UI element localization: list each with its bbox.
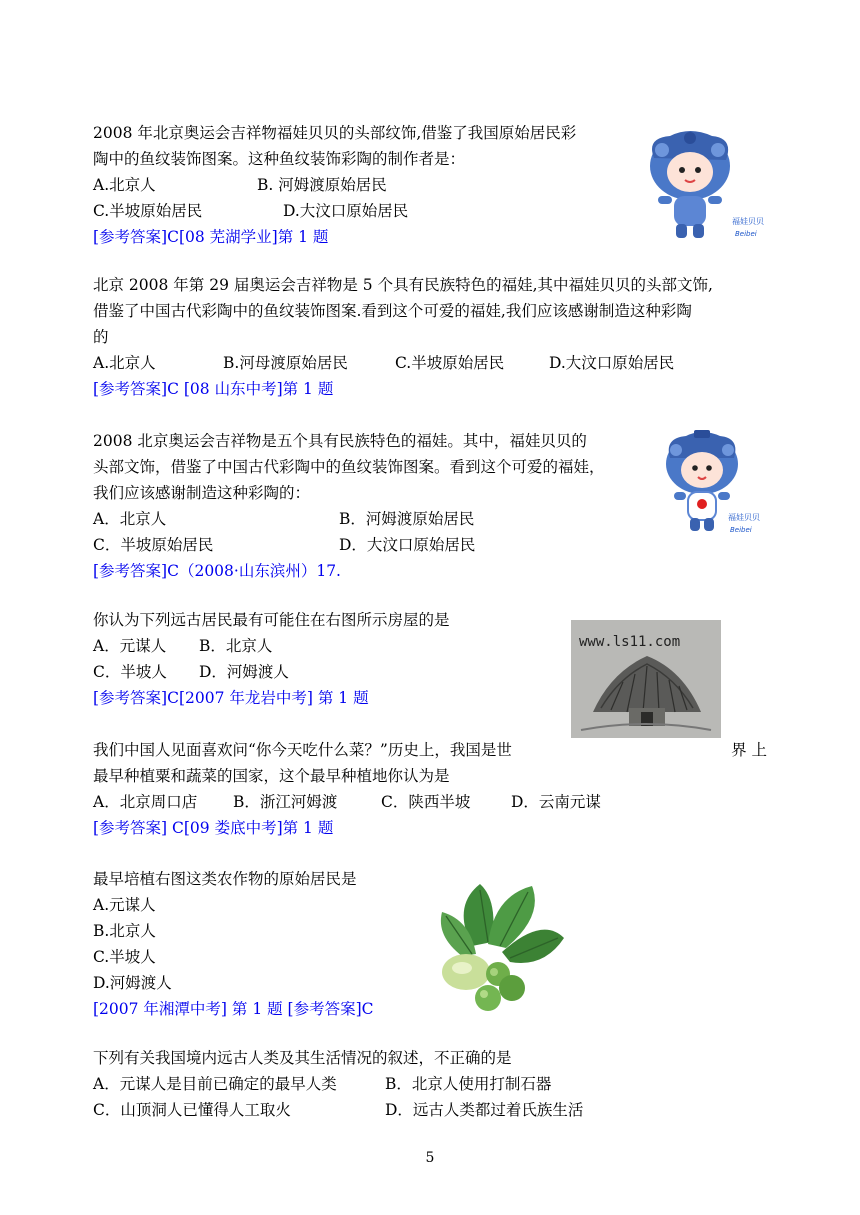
option-d: D．河姆渡人 <box>199 663 289 681</box>
option-c: C．半坡原始居民 <box>93 536 214 554</box>
option-row <box>93 506 605 532</box>
option-row <box>93 350 713 376</box>
question-stem: 最早种植粟和蔬菜的国家，这个最早种植地你认为是 <box>93 767 450 785</box>
option-a: A．元谋人 <box>93 637 167 655</box>
option-b: B．北京人使用打制石器 <box>385 1075 552 1093</box>
thatched-hut-image <box>571 620 721 738</box>
option-d: D.大汶口原始居民 <box>549 354 675 372</box>
option-row <box>93 198 576 224</box>
mascot-label-en: Beibei <box>730 526 752 534</box>
question-4 <box>93 607 450 711</box>
question-stem: 我们应该感谢制造这种彩陶的： <box>93 484 311 502</box>
option-c: C．山顶洞人已懂得人工取火 <box>93 1101 291 1119</box>
answer-reference: [参考答案]C[08 芜湖学业]第 1 题 <box>93 228 329 246</box>
option-row <box>93 633 450 659</box>
mascot-label: 福娃贝贝 <box>732 217 764 226</box>
option-d: D.河姆渡人 <box>93 974 172 992</box>
option-c: C.半坡原始居民 <box>395 354 505 372</box>
question-stem: 最早培植右图这类农作物的原始居民是 <box>93 870 357 888</box>
question-stem: 的 <box>93 328 109 346</box>
option-row <box>93 659 450 685</box>
question-stem: 下列有关我国境内远古人类及其生活情况的叙述，不正确的是 <box>93 1049 512 1067</box>
option-row <box>93 172 576 198</box>
question-stem-row <box>93 737 767 763</box>
option-a: A．元谋人是目前已确定的最早人类 <box>93 1075 337 1093</box>
question-1 <box>93 120 576 250</box>
answer-reference: [2007 年湘潭中考] 第 1 题 [参考答案]C <box>93 1000 374 1018</box>
option-a: A.元谋人 <box>93 896 156 914</box>
answer-reference: [参考答案]C [08 山东中考]第 1 题 <box>93 380 334 398</box>
option-row <box>93 1071 583 1097</box>
option-row <box>93 789 767 815</box>
option-b: B.北京人 <box>93 922 156 940</box>
kohlrabi-vegetable-image <box>432 876 567 1016</box>
option-a: A.北京人 <box>93 354 156 372</box>
mascot-label: 福娃贝贝 <box>728 513 760 522</box>
question-stem: 2008 年北京奥运会吉祥物福娃贝贝的头部纹饰,借鉴了我国原始居民彩 <box>93 124 577 142</box>
question-stem: 2008 北京奥运会吉祥物是五个具有民族特色的福娃。其中，福娃贝贝的 <box>93 432 587 450</box>
option-b: B．河姆渡原始居民 <box>339 510 475 528</box>
mascot-beibei-image <box>640 128 770 246</box>
option-a: A．北京人 <box>93 510 167 528</box>
question-stem: 头部文饰，借鉴了中国古代彩陶中的鱼纹装饰图案。看到这个可爱的福娃， <box>93 458 605 476</box>
option-d: D.大汶口原始居民 <box>283 202 409 220</box>
question-stem: 你认为下列远古居民最有可能住在右图所示房屋的是 <box>93 611 450 629</box>
question-7 <box>93 1045 583 1123</box>
option-b: B. 河姆渡原始居民 <box>257 176 387 194</box>
option-c: C.半坡原始居民 <box>93 202 203 220</box>
mascot-beibei-image <box>656 428 771 540</box>
question-stem: 借鉴了中国古代彩陶中的鱼纹装饰图案.看到这个可爱的福娃,我们应该感谢制造这种彩陶 <box>93 302 692 320</box>
question-3 <box>93 428 605 584</box>
option-row <box>93 1097 583 1123</box>
answer-reference: [参考答案]C（2008·山东滨州）17. <box>93 562 341 580</box>
option-d: D．大汶口原始居民 <box>339 536 476 554</box>
question-5 <box>93 737 767 841</box>
question-stem: 北京 2008 年第 29 届奥运会吉祥物是 5 个具有民族特色的福娃,其中福娃贝贝的头部文饰, <box>93 276 713 294</box>
question-stem: 界 上 <box>731 741 767 759</box>
answer-reference: [参考答案]C[2007 年龙岩中考] 第 1 题 <box>93 689 369 707</box>
option-c: C．半坡人 <box>93 663 167 681</box>
option-d: D．远古人类都过着氏族生活 <box>385 1101 584 1119</box>
question-2 <box>93 272 713 402</box>
question-stem: 我们中国人见面喜欢问“你今天吃什么菜？”历史上，我国是世 <box>93 741 512 759</box>
option-b: B.河母渡原始居民 <box>223 354 348 372</box>
option-a: A.北京人 <box>93 176 156 194</box>
question-6 <box>93 866 374 1022</box>
option-b: B．浙江河姆渡 <box>233 793 338 811</box>
option-c: C.半坡人 <box>93 948 156 966</box>
watermark-text: www.ls11.com <box>579 634 681 650</box>
option-b: B．北京人 <box>199 637 273 655</box>
answer-reference: [参考答案] C[09 娄底中考]第 1 题 <box>93 819 334 837</box>
option-c: C．陕西半坡 <box>381 793 471 811</box>
page-number: 5 <box>425 1150 435 1166</box>
option-a: A．北京周口店 <box>93 793 198 811</box>
mascot-label-en: Beibei <box>735 230 757 238</box>
option-row <box>93 532 605 558</box>
question-stem: 陶中的鱼纹装饰图案。这种鱼纹装饰彩陶的制作者是： <box>93 150 466 168</box>
option-d: D．云南元谋 <box>511 793 601 811</box>
